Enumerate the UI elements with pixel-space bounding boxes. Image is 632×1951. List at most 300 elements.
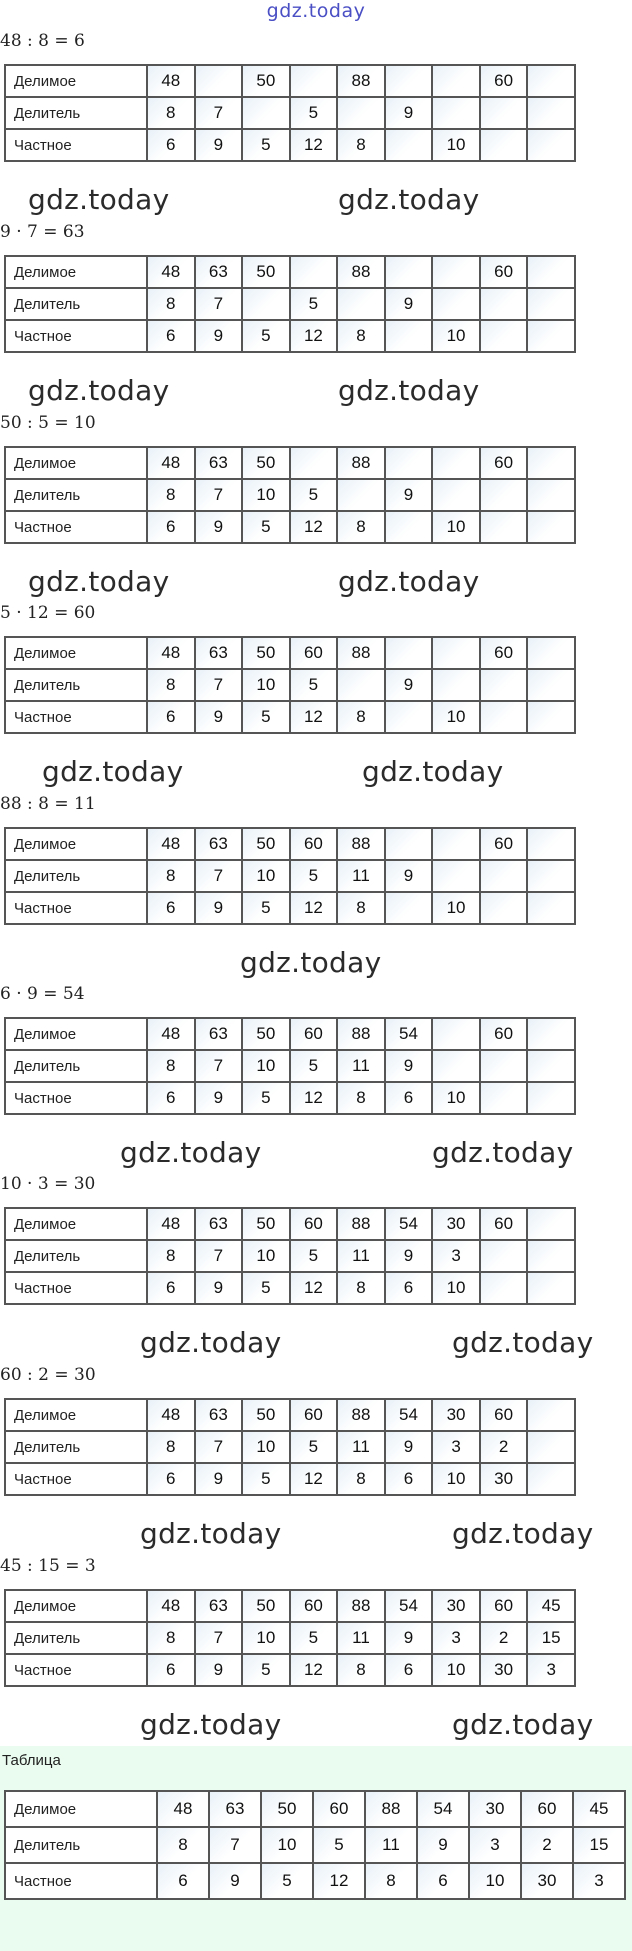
table-cell: 6 [385, 1272, 433, 1304]
row-label: Делимое [5, 65, 147, 97]
row-label: Частное [5, 320, 147, 352]
table-cell: 9 [385, 288, 433, 320]
table-cell: 11 [337, 1240, 385, 1272]
table-cell: 48 [147, 1208, 195, 1240]
equation: 10 · 3 = 30 [0, 1174, 96, 1194]
table-cell: 88 [337, 637, 385, 669]
table-cell: 9 [385, 1622, 433, 1654]
row-label: Делитель [5, 669, 147, 701]
table-cell [527, 1399, 575, 1431]
table-cell: 7 [195, 1622, 243, 1654]
table-cell: 48 [147, 65, 195, 97]
table-cell: 5 [242, 1082, 290, 1114]
table-cell: 54 [385, 1208, 433, 1240]
table-cell: 50 [242, 447, 290, 479]
table-cell [385, 320, 433, 352]
table-cell [432, 447, 480, 479]
table-cell: 50 [242, 828, 290, 860]
table-cell: 3 [432, 1240, 480, 1272]
table-cell: 3 [527, 1654, 575, 1686]
table-cell: 5 [290, 1240, 338, 1272]
row-label: Делимое [5, 1590, 147, 1622]
table-cell: 60 [480, 1208, 528, 1240]
table-cell: 60 [290, 1208, 338, 1240]
row-label: Частное [5, 129, 147, 161]
solution-step [0, 410, 632, 600]
table-cell [527, 1431, 575, 1463]
table-cell: 2 [480, 1622, 528, 1654]
table-cell: 9 [385, 669, 433, 701]
table-cell: 8 [147, 860, 195, 892]
table-cell: 10 [242, 1431, 290, 1463]
table-cell: 8 [337, 1463, 385, 1495]
row-label: Делимое [5, 447, 147, 479]
table-cell: 9 [209, 1863, 261, 1899]
table-cell: 11 [337, 1431, 385, 1463]
table-cell: 8 [147, 97, 195, 129]
table-cell: 10 [469, 1863, 521, 1899]
table-cell: 6 [385, 1654, 433, 1686]
table-cell: 54 [417, 1791, 469, 1827]
table-cell: 6 [147, 701, 195, 733]
table-row [5, 320, 575, 352]
solution-step [0, 1362, 632, 1552]
table-cell [527, 320, 575, 352]
table-cell: 8 [337, 1654, 385, 1686]
table-cell: 7 [195, 1240, 243, 1272]
table-cell: 88 [337, 447, 385, 479]
row-label: Делитель [5, 1827, 157, 1863]
table-cell: 10 [432, 1082, 480, 1114]
table-cell: 9 [385, 1431, 433, 1463]
table-cell [480, 1050, 528, 1082]
table-cell: 48 [147, 447, 195, 479]
table-cell [527, 129, 575, 161]
watermark-text: gdz.today [140, 1517, 282, 1550]
table-cell [432, 256, 480, 288]
table-cell: 5 [242, 701, 290, 733]
table-cell: 10 [432, 1272, 480, 1304]
table-cell: 5 [290, 860, 338, 892]
table-cell: 88 [365, 1791, 417, 1827]
table-cell: 9 [385, 1240, 433, 1272]
table-cell: 48 [147, 637, 195, 669]
table-row [5, 288, 575, 320]
table-cell: 88 [337, 65, 385, 97]
table-cell: 10 [242, 669, 290, 701]
row-label: Делитель [5, 479, 147, 511]
table-cell: 10 [432, 1463, 480, 1495]
table-cell: 10 [242, 1050, 290, 1082]
watermark-text: gdz.today [140, 1326, 282, 1359]
table-cell [432, 1050, 480, 1082]
watermark-text: gdz.today [28, 565, 170, 598]
table-cell [432, 637, 480, 669]
table-cell [527, 828, 575, 860]
watermark-text: gdz.today [452, 1708, 594, 1741]
table-cell: 63 [195, 637, 243, 669]
table-cell [242, 288, 290, 320]
table-cell: 50 [242, 65, 290, 97]
table-cell: 54 [385, 1018, 433, 1050]
table-cell [385, 65, 433, 97]
table-cell: 30 [521, 1863, 573, 1899]
table-cell: 8 [147, 1240, 195, 1272]
table-row [5, 1654, 575, 1686]
table-cell [432, 97, 480, 129]
table-cell [480, 479, 528, 511]
table-cell [527, 1050, 575, 1082]
table-cell: 60 [480, 1399, 528, 1431]
table-cell: 12 [290, 1654, 338, 1686]
table-cell [527, 256, 575, 288]
table-cell: 10 [432, 511, 480, 543]
table-cell [527, 701, 575, 733]
table-cell: 50 [242, 1018, 290, 1050]
table-cell: 9 [195, 1272, 243, 1304]
table-cell: 6 [147, 1463, 195, 1495]
table-row [5, 256, 575, 288]
table-cell [480, 511, 528, 543]
table-cell: 7 [195, 1050, 243, 1082]
solution-step [0, 1171, 632, 1361]
table-cell: 60 [480, 828, 528, 860]
table-cell [432, 288, 480, 320]
table-cell [385, 828, 433, 860]
table-cell: 6 [147, 129, 195, 161]
watermark-text: gdz.today [338, 183, 480, 216]
table-row [5, 1272, 575, 1304]
row-label: Делимое [5, 1399, 147, 1431]
table-cell: 50 [242, 1399, 290, 1431]
solution-step [0, 1553, 632, 1743]
table-cell [527, 1463, 575, 1495]
table-cell: 88 [337, 1399, 385, 1431]
watermark-text: gdz.today [140, 1708, 282, 1741]
table-cell: 30 [432, 1590, 480, 1622]
table-cell: 10 [261, 1827, 313, 1863]
table-cell: 11 [337, 1050, 385, 1082]
table-cell: 10 [432, 701, 480, 733]
table-cell: 9 [195, 1654, 243, 1686]
watermark-text: gdz.today [28, 183, 170, 216]
table-cell [480, 288, 528, 320]
watermark-text: gdz.today [452, 1517, 594, 1550]
table-cell: 6 [147, 511, 195, 543]
table-cell [527, 892, 575, 924]
row-label: Частное [5, 1863, 157, 1899]
division-table [4, 446, 576, 544]
table-row [5, 1590, 575, 1622]
table-cell: 60 [480, 1590, 528, 1622]
table-row [5, 1050, 575, 1082]
table-cell: 88 [337, 256, 385, 288]
row-label: Частное [5, 511, 147, 543]
table-cell [432, 65, 480, 97]
table-cell: 50 [242, 637, 290, 669]
solution-step [0, 28, 632, 218]
row-label: Делитель [5, 288, 147, 320]
table-cell: 10 [432, 892, 480, 924]
solution-step [0, 791, 632, 981]
table-cell: 10 [432, 129, 480, 161]
table-cell: 8 [337, 1272, 385, 1304]
table-cell: 7 [195, 288, 243, 320]
table-cell: 3 [432, 1431, 480, 1463]
table-row [5, 1827, 625, 1863]
row-label: Частное [5, 701, 147, 733]
final-division-table [4, 1790, 626, 1900]
table-cell [480, 860, 528, 892]
table-row [5, 1463, 575, 1495]
table-cell: 9 [195, 511, 243, 543]
equation: 6 · 9 = 54 [0, 984, 85, 1004]
table-cell: 54 [385, 1399, 433, 1431]
table-cell [480, 892, 528, 924]
table-cell [242, 97, 290, 129]
table-cell: 3 [469, 1827, 521, 1863]
table-row [5, 1399, 575, 1431]
table-cell: 60 [290, 1399, 338, 1431]
table-cell [480, 97, 528, 129]
table-cell: 48 [157, 1791, 209, 1827]
table-cell: 10 [432, 1654, 480, 1686]
table-cell [527, 1240, 575, 1272]
equation: 50 : 5 = 10 [0, 413, 96, 433]
table-cell: 60 [521, 1791, 573, 1827]
table-cell: 9 [385, 1050, 433, 1082]
table-row [5, 828, 575, 860]
table-cell: 60 [290, 1018, 338, 1050]
table-cell: 7 [209, 1827, 261, 1863]
table-cell: 5 [242, 1272, 290, 1304]
table-cell: 5 [290, 669, 338, 701]
table-cell: 50 [242, 1208, 290, 1240]
table-row [5, 1863, 625, 1899]
table-row [5, 669, 575, 701]
table-cell [527, 1082, 575, 1114]
table-cell: 30 [432, 1208, 480, 1240]
table-cell [527, 479, 575, 511]
table-cell: 50 [242, 256, 290, 288]
row-label: Частное [5, 1463, 147, 1495]
table-cell: 60 [313, 1791, 365, 1827]
row-label: Делитель [5, 1050, 147, 1082]
table-cell: 12 [290, 1082, 338, 1114]
watermark-text: gdz.today [120, 1136, 262, 1169]
table-cell: 48 [147, 1018, 195, 1050]
row-label: Делимое [5, 256, 147, 288]
table-cell: 63 [195, 1208, 243, 1240]
division-table [4, 1589, 576, 1687]
division-table [4, 1207, 576, 1305]
table-cell: 9 [417, 1827, 469, 1863]
table-cell: 60 [290, 637, 338, 669]
table-cell [290, 65, 338, 97]
division-table [4, 64, 576, 162]
table-cell: 8 [147, 1050, 195, 1082]
table-cell: 6 [157, 1863, 209, 1899]
table-cell: 12 [290, 1463, 338, 1495]
table-cell [385, 637, 433, 669]
table-cell: 5 [242, 511, 290, 543]
table-cell [432, 1018, 480, 1050]
table-cell [385, 892, 433, 924]
watermark-text: gdz.today [338, 565, 480, 598]
table-cell: 60 [290, 828, 338, 860]
table-cell [337, 479, 385, 511]
table-cell: 10 [432, 320, 480, 352]
table-cell: 6 [385, 1082, 433, 1114]
table-cell: 60 [290, 1590, 338, 1622]
table-cell: 5 [313, 1827, 365, 1863]
table-row [5, 65, 575, 97]
table-cell: 88 [337, 1018, 385, 1050]
watermark-text: gdz.today [338, 374, 480, 407]
table-cell: 9 [195, 129, 243, 161]
table-cell [527, 637, 575, 669]
watermark-text: gdz.today [452, 1326, 594, 1359]
table-cell [480, 1240, 528, 1272]
final-table-section [0, 1746, 632, 1951]
table-cell: 48 [147, 256, 195, 288]
table-cell: 60 [480, 1018, 528, 1050]
table-cell [385, 701, 433, 733]
watermark-text: gdz.today [28, 374, 170, 407]
table-cell: 11 [365, 1827, 417, 1863]
table-cell [195, 65, 243, 97]
table-cell: 60 [480, 637, 528, 669]
table-cell [527, 1018, 575, 1050]
table-row [5, 1208, 575, 1240]
table-cell: 63 [195, 1399, 243, 1431]
division-table [4, 1398, 576, 1496]
table-cell [527, 65, 575, 97]
table-cell [527, 669, 575, 701]
table-cell [527, 1208, 575, 1240]
table-cell [480, 1272, 528, 1304]
row-label: Делитель [5, 1431, 147, 1463]
table-row [5, 511, 575, 543]
table-cell: 8 [337, 129, 385, 161]
table-cell: 5 [242, 892, 290, 924]
table-cell: 3 [573, 1863, 625, 1899]
equation: 9 · 7 = 63 [0, 222, 85, 242]
table-cell: 10 [242, 860, 290, 892]
table-cell: 30 [480, 1463, 528, 1495]
table-cell: 48 [147, 1590, 195, 1622]
table-cell [480, 669, 528, 701]
table-cell: 9 [195, 1463, 243, 1495]
table-cell: 30 [480, 1654, 528, 1686]
table-cell [290, 447, 338, 479]
table-cell: 5 [242, 320, 290, 352]
table-cell: 15 [573, 1827, 625, 1863]
table-cell [432, 828, 480, 860]
table-cell: 30 [432, 1399, 480, 1431]
table-cell [385, 447, 433, 479]
table-row [5, 701, 575, 733]
table-cell: 6 [385, 1463, 433, 1495]
table-cell [480, 129, 528, 161]
table-cell: 12 [313, 1863, 365, 1899]
table-cell [385, 511, 433, 543]
row-label: Делитель [5, 860, 147, 892]
table-cell: 48 [147, 828, 195, 860]
table-cell [480, 320, 528, 352]
row-label: Делимое [5, 637, 147, 669]
table-cell: 8 [147, 1622, 195, 1654]
table-cell: 11 [337, 860, 385, 892]
watermark-text: gdz.today [42, 755, 184, 788]
table-cell [527, 860, 575, 892]
row-label: Делимое [5, 1018, 147, 1050]
division-table [4, 1017, 576, 1115]
table-cell: 15 [527, 1622, 575, 1654]
table-cell [432, 669, 480, 701]
table-row [5, 1622, 575, 1654]
table-cell: 5 [242, 1654, 290, 1686]
table-cell [527, 288, 575, 320]
table-row [5, 97, 575, 129]
table-cell: 2 [521, 1827, 573, 1863]
table-row [5, 1240, 575, 1272]
solution-step [0, 600, 632, 790]
table-cell [432, 860, 480, 892]
row-label: Частное [5, 1654, 147, 1686]
table-cell [385, 129, 433, 161]
table-cell [527, 1272, 575, 1304]
table-cell [432, 479, 480, 511]
table-cell: 5 [290, 479, 338, 511]
row-label: Частное [5, 892, 147, 924]
table-cell: 9 [385, 860, 433, 892]
table-cell: 5 [290, 1431, 338, 1463]
table-cell: 5 [242, 1463, 290, 1495]
table-row [5, 860, 575, 892]
table-cell: 50 [261, 1791, 313, 1827]
table-cell: 5 [242, 129, 290, 161]
table-cell: 8 [157, 1827, 209, 1863]
table-cell: 11 [337, 1622, 385, 1654]
table-cell: 30 [469, 1791, 521, 1827]
table-cell: 63 [195, 1018, 243, 1050]
table-row [5, 479, 575, 511]
division-table [4, 636, 576, 734]
final-table-title: Таблица [2, 1752, 61, 1769]
row-label: Делимое [5, 1208, 147, 1240]
table-cell: 12 [290, 1272, 338, 1304]
table-row [5, 1018, 575, 1050]
table-cell: 5 [261, 1863, 313, 1899]
table-cell: 63 [195, 1590, 243, 1622]
watermark-text: gdz.today [362, 755, 504, 788]
table-cell [337, 288, 385, 320]
table-cell [527, 97, 575, 129]
table-row [5, 1431, 575, 1463]
table-cell: 5 [290, 1050, 338, 1082]
table-cell: 88 [337, 828, 385, 860]
table-cell: 7 [195, 1431, 243, 1463]
table-cell: 88 [337, 1208, 385, 1240]
table-cell: 45 [573, 1791, 625, 1827]
table-cell: 12 [290, 892, 338, 924]
table-cell: 8 [337, 511, 385, 543]
table-cell: 12 [290, 320, 338, 352]
table-cell: 48 [147, 1399, 195, 1431]
row-label: Делимое [5, 828, 147, 860]
table-cell: 45 [527, 1590, 575, 1622]
